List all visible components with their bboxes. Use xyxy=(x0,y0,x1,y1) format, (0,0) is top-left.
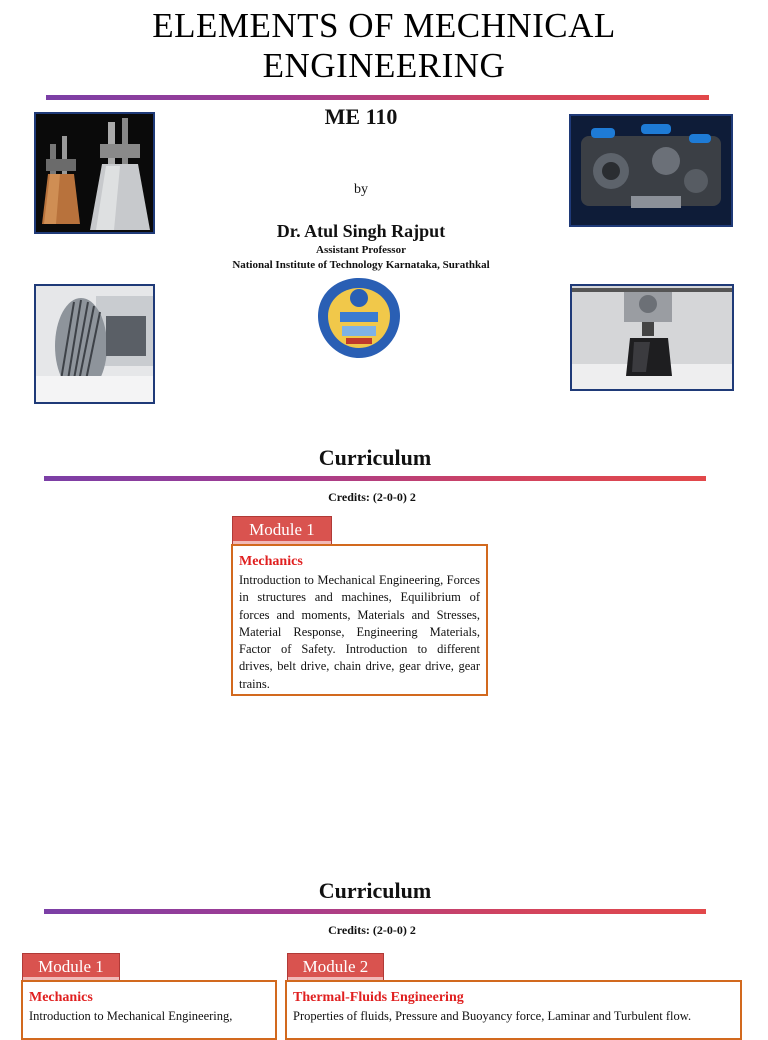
nitk-logo xyxy=(316,276,402,360)
module-1-label: Module 1 xyxy=(232,516,332,545)
module-1-heading-2: Mechanics xyxy=(29,990,93,1005)
title-divider xyxy=(46,95,709,100)
module-1-description: Introduction to Mechanical Engineering, Forces in structures and machines, Equilibrium of forces and moments, Materials and Stresses, Material Response, Engineering Materials, Factor of Safety. Introduction to different drives, belt drive, chain drive, gear drive, gear trains. xyxy=(239,573,480,691)
curriculum-title-1: Curriculum xyxy=(318,445,432,470)
institute-name: National Institute of Technology Karnataka, Surathkal xyxy=(232,259,490,271)
author-name: Dr. Atul Singh Rajput xyxy=(276,221,446,241)
module-1-box-2 xyxy=(21,980,277,1040)
credits-text-2: Credits: (2-0-0) 2 xyxy=(328,923,416,937)
title-line-1: ELEMENTS OF MECHNICAL xyxy=(152,6,616,45)
jet-turbine-photo xyxy=(34,284,155,404)
module-2-heading: Thermal-Fluids Engineering xyxy=(293,990,464,1005)
author-role: Assistant Professor xyxy=(316,244,406,256)
engine-block-photo xyxy=(569,114,733,227)
module-1-box xyxy=(231,544,488,696)
module-1-description-2: Introduction to Mechanical Engineering, xyxy=(29,1009,233,1023)
title-line-2: ENGINEERING xyxy=(262,46,506,85)
curriculum-title-2: Curriculum xyxy=(318,878,432,903)
module-2-label: Module 2 xyxy=(287,953,384,981)
credits-text-1: Credits: (2-0-0) 2 xyxy=(328,490,416,504)
3d-printer-photo xyxy=(570,284,734,391)
page-title xyxy=(0,6,768,86)
curriculum-divider-1 xyxy=(44,476,706,481)
by-label: by xyxy=(354,182,368,197)
module-1-heading: Mechanics xyxy=(239,554,303,569)
curriculum-divider-2 xyxy=(44,909,706,914)
module-2-description: Properties of fluids, Pressure and Buoyancy force, Laminar and Turbulent flow. xyxy=(293,1009,692,1023)
module-1-label-2: Module 1 xyxy=(22,953,120,981)
course-code: ME 110 xyxy=(324,104,398,129)
module-2-box xyxy=(285,980,742,1040)
rocket-engines-photo xyxy=(34,112,155,234)
